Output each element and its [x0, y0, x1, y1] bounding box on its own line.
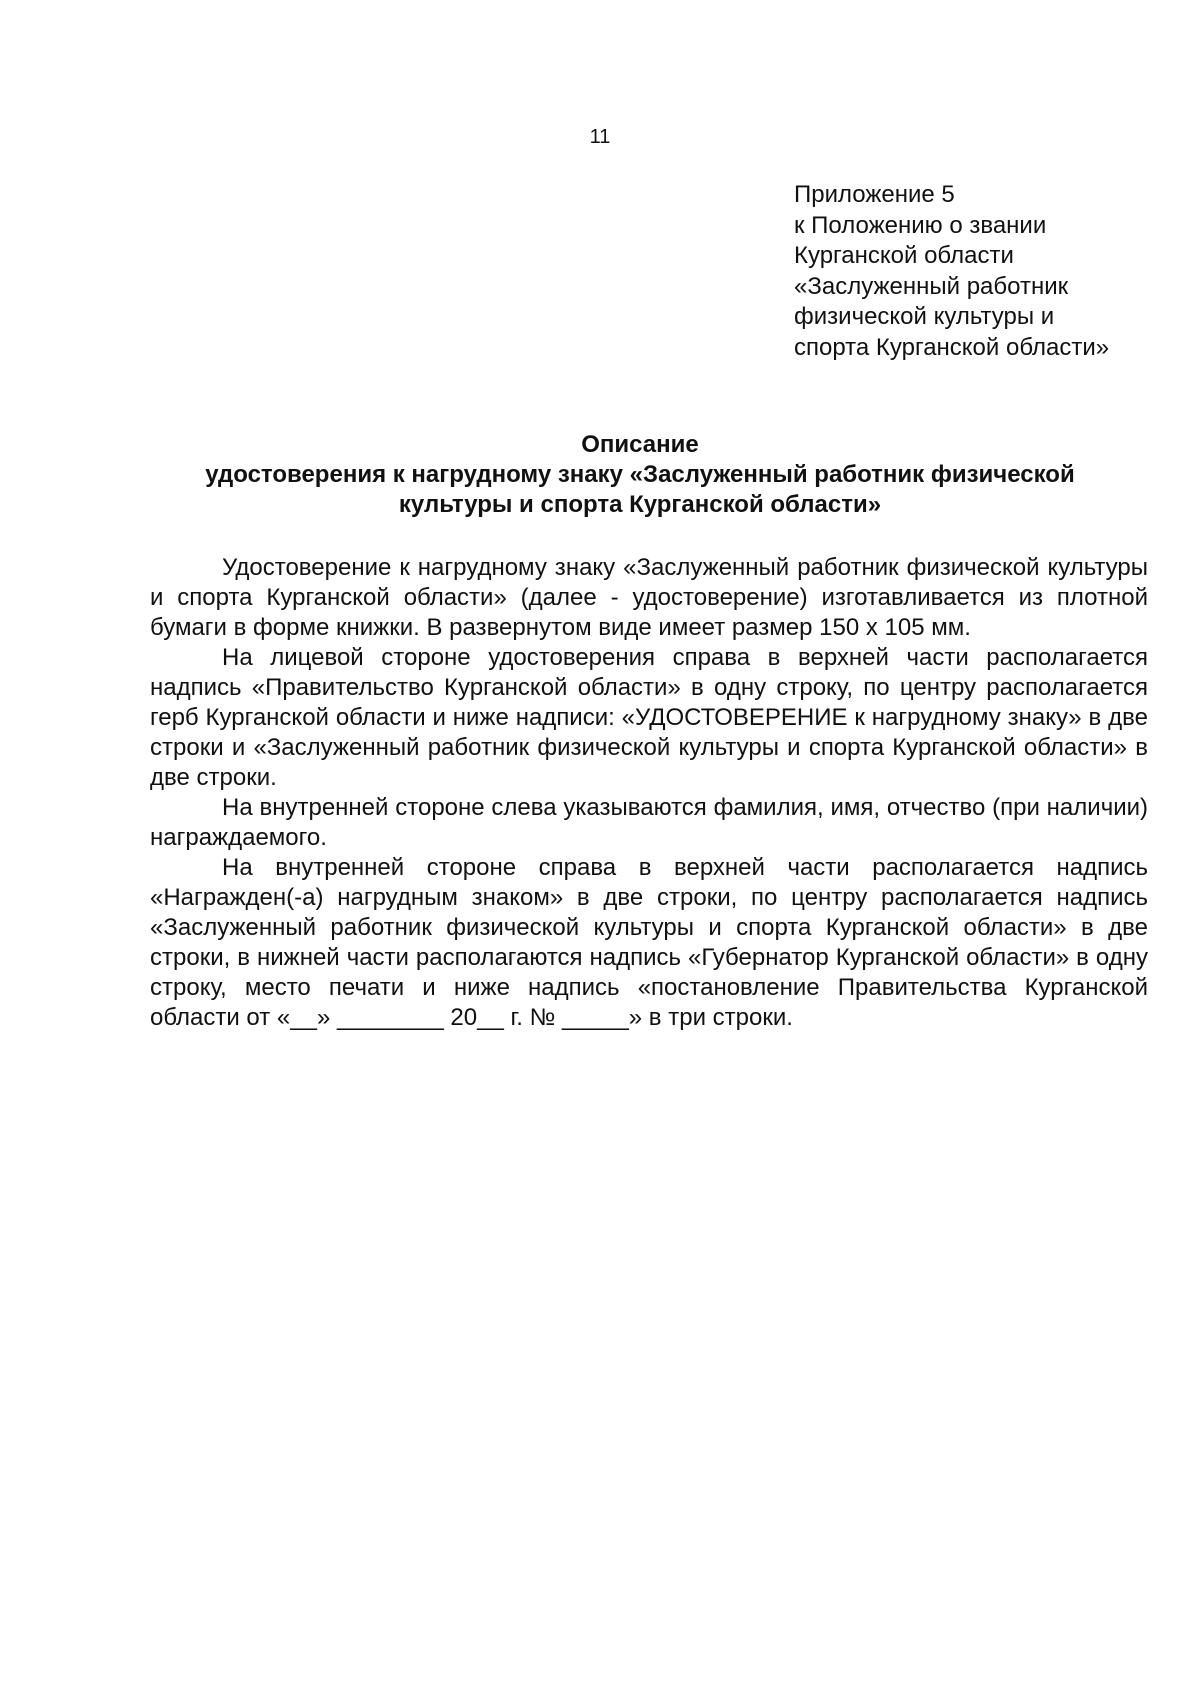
body-paragraph: На внутренней стороне справа в верхней части располагается надпись «Награжден(-а) нагрудным знаком» в две строки, по центру располагается надпись «Заслуженный работник физической культуры и спорта Курганской области» в две строки, в нижней части располагаются надпись «Губернатор Курганской области» в одну строку, место печати и ниже надпись «постановление Правительства Курганской области от «__» ________ 20__ г. № _____» в три строки.: [150, 854, 1148, 1031]
appendix-line: «Заслуженный работник: [794, 272, 1069, 300]
body-paragraph: На лицевой стороне удостоверения справа в верхней части располагается надпись «Правительство Курганской области» в одну строку, по центру располагается герб Курганской области и ниже надписи: «УДОСТОВЕРЕНИЕ к нагрудному знаку» в две строки и «Заслуженный работник физической культуры и спорта Курганской области» в две строки.: [150, 644, 1148, 791]
body-paragraph: На внутренней стороне слева указываются фамилия, имя, отчество (при наличии) награждаемого.: [150, 794, 1148, 851]
appendix-line: Приложение 5: [794, 181, 955, 208]
appendix-header: [794, 180, 1174, 363]
appendix-line: Курганской области: [794, 242, 1014, 269]
document-body: [150, 553, 1148, 1033]
appendix-line: к Положению о звании: [794, 211, 1047, 239]
title-line: удостоверения к нагрудному знаку «Заслуженный работник физической: [205, 461, 1075, 488]
appendix-line: физической культуры и: [794, 303, 1055, 330]
body-paragraph: Удостоверение к нагрудному знаку «Заслуженный работник физической культуры и спорта Курганской области» (далее - удостоверение) изготавливается из плотной бумаги в форме книжки. В развернутом виде имеет размер 150 х 105 мм.: [150, 554, 1148, 641]
appendix-line: спорта Курганской области»: [794, 333, 1110, 361]
page-number: 11: [589, 126, 611, 148]
title-line: культуры и спорта Курганской области»: [398, 491, 882, 518]
document-title: [150, 430, 1130, 520]
title-line: Описание: [581, 431, 699, 458]
